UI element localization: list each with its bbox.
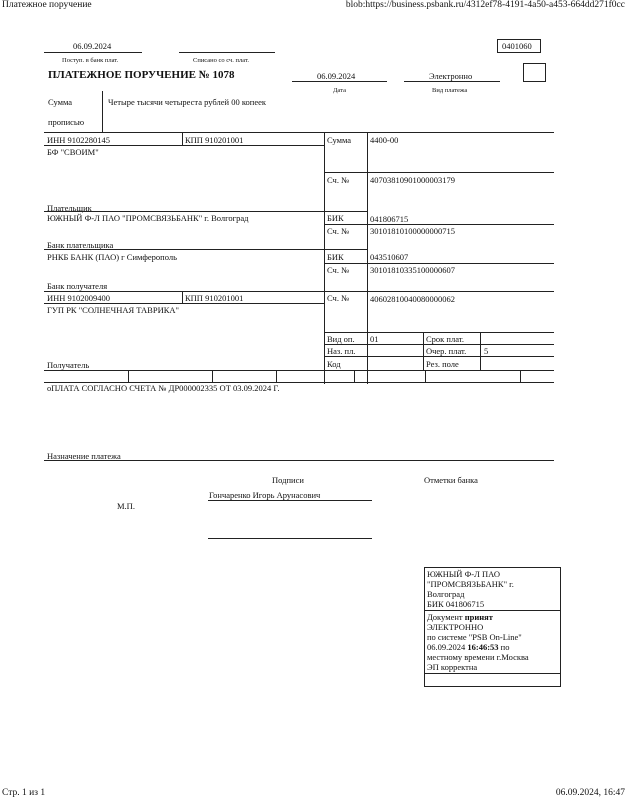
divider [44, 211, 324, 212]
payer-name: БФ "СВОИМ" [47, 147, 99, 157]
stamp-signature-status: ЭП корректна [427, 662, 478, 672]
print-header [0, 0, 627, 14]
stamp-date: 06.09.2024 [427, 642, 468, 652]
kod-label: Код [327, 359, 341, 369]
print-datetime: 06.09.2024, 16:47 [555, 788, 625, 798]
stamp-empty-row [425, 673, 560, 686]
divider [212, 370, 213, 382]
purpose-label: Назначение платежа [47, 451, 121, 461]
divider [292, 81, 387, 82]
divider [404, 81, 500, 82]
tab-title: Платежное поручение [2, 0, 92, 10]
divider [480, 332, 481, 371]
bank-stamp [424, 567, 561, 687]
divider [324, 332, 554, 333]
divider [128, 370, 129, 382]
payer-bank-account-label: Сч. № [327, 226, 350, 236]
amount-words-value: Четыре тысячи четыреста рублей 00 копеек [108, 97, 266, 107]
divider [44, 132, 554, 133]
stamp-time-suffix: по [498, 642, 510, 652]
recipient-bank-bik-label: БИК [327, 252, 344, 262]
srok-label: Срок плат. [426, 334, 464, 344]
payer-sum-label: Сумма [327, 135, 352, 145]
recipient-label: Получатель [47, 360, 90, 370]
amount-words-label: Сумма [48, 97, 73, 107]
payer-bank-name: ЮЖНЫЙ Ф-Л ПАО "ПРОМСВЯЗЬБАНК" г. Волгоград [47, 213, 249, 223]
page-counter: Стр. 1 из 1 [2, 788, 46, 798]
divider [324, 263, 554, 264]
signer-name: Гончаренко Игорь Арунасович [209, 490, 321, 500]
recipient-kpp: КПП 910201001 [185, 293, 244, 303]
naz-pl-label: Наз. пл. [327, 346, 356, 356]
divider [324, 132, 325, 384]
recipient-account: 40602810040080000062 [370, 294, 455, 304]
date-caption: Дата [333, 87, 346, 94]
recipient-name: ГУП РК "СОЛНЕЧНАЯ ТАВРИКА" [47, 305, 179, 315]
divider [324, 356, 554, 357]
payer-kpp: КПП 910201001 [185, 135, 244, 145]
payer-bank-bik-label: БИК [327, 213, 344, 223]
payment-order-document [0, 14, 627, 786]
stamp-bank-line: ЮЖНЫЙ Ф-Л ПАО [427, 569, 501, 579]
divider [324, 211, 367, 212]
form-code: 0401060 [502, 41, 532, 51]
purpose-text: оПЛАТА СОГЛАСНО СЧЕТА № ДР000002335 ОТ 03.09.2024 Г. [47, 383, 280, 393]
payment-type: Электронно [429, 71, 473, 81]
payer-bank-account: 30101810100000000715 [370, 226, 455, 236]
stamp-time: 16:46:53 [467, 642, 499, 652]
recipient-bank-account-label: Сч. № [327, 265, 350, 275]
divider [44, 303, 324, 304]
divider [276, 370, 277, 382]
divider [182, 291, 183, 303]
divider [179, 52, 275, 53]
ocher-value: 5 [484, 346, 489, 356]
recipient-inn: ИНН 9102009400 [47, 293, 111, 303]
stamp-doc-status: принят [464, 612, 493, 622]
stamp-line: по системе "PSB On-Line" [427, 632, 522, 642]
payer-account-label: Сч. № [327, 175, 350, 185]
stamp-line: местному времени г.Москва [427, 652, 529, 662]
ocher-label: Очер. плат. [426, 346, 467, 356]
payer-account: 40703810901000003179 [370, 175, 455, 185]
divider [324, 224, 554, 225]
divider [354, 370, 355, 382]
form-code-box [497, 39, 541, 53]
payer-inn: ИНН 9102280145 [47, 135, 111, 145]
divider [367, 132, 368, 384]
stamp-bank-line: Волгоград [427, 589, 465, 599]
amount-words-label-2: прописью [48, 117, 85, 127]
vid-op-label: Вид оп. [327, 334, 355, 344]
divider [44, 145, 324, 146]
signatures-label: Подписи [272, 475, 304, 485]
payment-type-caption: Вид платежа [432, 87, 468, 94]
divider [44, 460, 554, 461]
payer-bank-label: Банк плательщика [47, 240, 114, 250]
stamp-bank-line: "ПРОМСВЯЗЬБАНК" г. [427, 579, 514, 589]
divider [44, 291, 554, 292]
rez-label: Рез. поле [426, 359, 459, 369]
recipient-bank-label: Банк получателя [47, 281, 108, 291]
recipient-bank-account: 30101810335100000607 [370, 265, 455, 275]
empty-code-box [523, 63, 546, 82]
divider [425, 370, 426, 382]
date-debited-caption: Списано со сч. плат. [193, 57, 249, 64]
page-url: blob:https://business.psbank.ru/4312ef78-4191-4a50-a453-664dd271f0cc [345, 0, 625, 10]
divider [423, 332, 424, 371]
divider [182, 132, 183, 145]
divider [102, 91, 103, 132]
divider [324, 344, 554, 345]
divider [44, 52, 142, 53]
signature-line [208, 500, 372, 501]
document-title: ПЛАТЕЖНОЕ ПОРУЧЕНИЕ № 1078 [48, 69, 235, 81]
recipient-account-label: Сч. № [327, 293, 350, 303]
signature-line [208, 538, 372, 539]
vid-op-value: 01 [370, 334, 379, 344]
recipient-bank-name: РНКБ БАНК (ПАО) г Симферополь [47, 252, 177, 262]
stamp-bik: БИК 041806715 [427, 599, 485, 609]
divider [44, 370, 554, 371]
stamp-line: ЭЛЕКТРОННО [427, 622, 484, 632]
divider [324, 172, 554, 173]
payer-label: Плательщик [47, 203, 92, 213]
date-received: 06.09.2024 [73, 41, 112, 51]
payer-bank-bik: 041806715 [370, 214, 409, 224]
document-date: 06.09.2024 [317, 71, 356, 81]
print-footer [0, 786, 627, 800]
stamp-doc-prefix: Документ [427, 612, 465, 622]
divider [44, 249, 367, 250]
mp-label: М.П. [117, 501, 135, 511]
recipient-bank-bik: 043510607 [370, 252, 409, 262]
payer-sum-value: 4400-00 [370, 135, 399, 145]
bank-marks-label: Отметки банка [424, 475, 478, 485]
divider [520, 370, 521, 382]
date-received-caption: Поступ. в банк плат. [62, 57, 119, 64]
